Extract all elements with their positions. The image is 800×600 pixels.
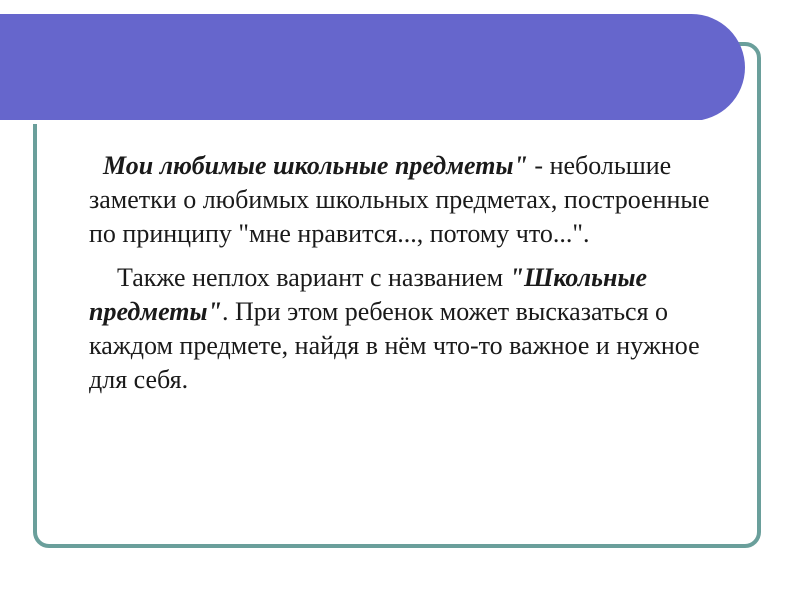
paragraph-1 [89, 149, 729, 251]
paragraph-1-text: - небольшие заметки о любимых школьных предметах, построенные по принципу "мне нравится..., потому что...". [89, 151, 710, 248]
header-divider-line [0, 120, 706, 124]
paragraph-2-text: . При этом ребенок может высказаться о каждом предмете, найдя в нём что-то важное и нужное для себя. [89, 297, 700, 394]
paragraph-1-title: Мои любимые школьные предметы" [103, 151, 528, 180]
paragraph-2 [89, 261, 729, 397]
paragraph-2-title: "Школьные предметы" [89, 263, 648, 326]
paragraph-2-intro: Также неплох вариант с названием [117, 263, 510, 292]
slide-body [89, 149, 729, 397]
header-bar [0, 14, 745, 121]
